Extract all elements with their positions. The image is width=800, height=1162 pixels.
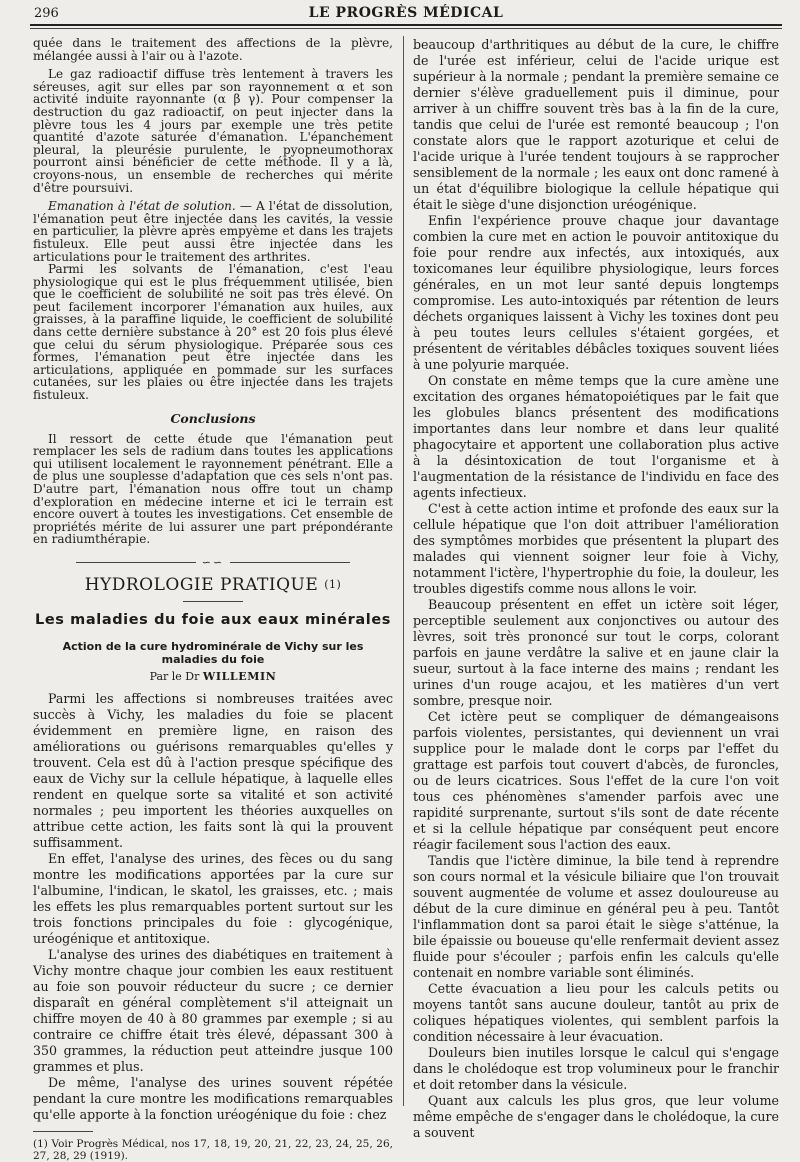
paragraph: Tandis que l'ictère diminue, la bile tend à reprendre son cours normal et la vésicule biliaire que l'on trouvait souvent augmentée de volume et assez douloureuse au début de la cure diminue en général peu à peu. Tantôt l'inflammation dont sa paroi était le siège s'atténue, la bile épaissie ou boueuse qu'elle renfermait devient assez fluide pour s'écouler ; parfois enfin les calculs qu'elle contenait en nombre variable sont éliminés. (413, 853, 779, 980)
paragraph: Beaucoup présentent en effet un ictère soit léger, perceptible seulement aux conjonctives ou autour des lèvres, soit très prononcé sur tout le corps, colorant parfois en jaune verdâtre la salive et en jaune clair la sueur, surtout à la face interne des mains ; rendant les urines d'un rouge acajou, et les matières d'un vert sombre, presque noir. (413, 597, 779, 708)
conclusions-heading: Conclusions (170, 410, 256, 426)
paragraph: Cet ictère peut se compliquer de démangeaisons parfois violentes, persistantes, qui deviennent un vrai supplice pour le malade dont le corps par l'effet du grattage est parfois tout couvert d'abcès, de furoncles, ou de leurs cicatrices. Sous l'effet de la cure l'on voit tous ces phénomènes s'amender parfois avec une rapidité surprenante, surtout s'ils sont de date récente et si la cellule hépatique par conséquent peut encore réagir facilement sous l'action des eaux. (413, 709, 779, 852)
paragraph: Il ressort de cette étude que l'émanation peut remplacer les sels de radium dans toutes les applications qui utilisent localement le rayonnement pénétrant. Elle a de plus une souplesse d'adaptation que ces sels n'ont pas. D'autre part, l'émanation nous offre tout un champ d'exploration en médecine interne et ici le terrain est encore ouvert à toutes les investigations. Cet ensemble de propriétés mérite de lui assurer une part prépondérante en radiumthérapie. (33, 431, 393, 547)
paragraph: L'analyse des urines des diabétiques en traitement à Vichy montre chaque jour combien les eaux restituent au foie son pouvoir réducteur du sucre ; ce dernier disparaît en général complètement s'il atteignait un chiffre moyen de 40 à 80 grammes par exemple ; si au contraire ce chiffre était très élevé, dépassant 300 à 350 grammes, la réduction peut atteindre jusque 100 grammes et plus. (33, 946, 393, 1074)
byline-prefix: Par le Dr (149, 669, 200, 683)
short-rule (183, 601, 243, 602)
footnote-ref: (1) (324, 577, 342, 591)
paragraph-lead: Emanation à l'état de solution. (48, 199, 236, 214)
paragraph: Parmi les solvants de l'émanation, c'est l'eau physiologique qui est le plus fréquemment utilisée, bien que le coefficient de solubilité ne soit pas très élevé. On peut facilement incorporer l'émanation aux huiles, aux graisses, à la paraffine liquide, le coefficient de solubilité dans cette dernière substance à 20° est 20 fois plus élevé que celui du sérum physiologique. Préparée sous ces formes, l'émanation peut être injectée dans les articulations, appliquée en pommade sur les surfaces cutanées, sur les plaies ou être injectée dans les trajets fistuleux. (33, 262, 393, 403)
section-title (33, 575, 393, 595)
paragraph: Le gaz radioactif diffuse très lentement à travers les séreuses, agit sur elles par son rayonnement α et son activité induite rayonnante (α β γ). Pour compenser la destruction du gaz radioactif, on peut injecter dans la plèvre tous les 4 jours par exemple une très petite quantité d'azote saturée d'émanation. L'épanchement pleural, la pleurésie purulente, le pyopneumothorax pourront ainsi bénéficier de cette méthode. Il y a là, croyons-nous, un ensemble de recherches qui mérite d'être poursuivi. (33, 67, 393, 195)
footnote: (1) Voir Progrès Médical, nos 17, 18, 19, 20, 21, 22, 23, 24, 25, 26, 27, 28, 29 (1919). (33, 1137, 393, 1162)
article-subtitle: Action de la cure hydrominérale de Vichy sur les maladies du foie (62, 639, 364, 666)
paragraph: Cette évacuation a lieu pour les calculs petits ou moyens tantôt sans aucune douleur, tantôt au prix de coliques hépatiques violentes, qui semblent parfois la condition nécessaire à leur évacuation. (413, 981, 779, 1044)
footnote-rule (33, 1131, 93, 1132)
article-title: Les maladies du foie aux eaux minérales (35, 611, 391, 628)
column-divider (403, 36, 404, 1106)
author-name: WILLEMIN (202, 669, 277, 683)
paragraph-text: — A l'état de dissolution, l'émanation peut être injectée dans les cavités, la vessie en particulier, la plèvre après empyème et dans les trajets fistuleux. Elle peut aussi être injectée dans les articulations pour le traitement des arthrites. (33, 199, 393, 264)
paragraph: On constate en même temps que la cure amène une excitation des organes hématopoiétiques par le fait que les globules blancs présentent des modifications importantes dans leur nombre et dans leur qualité phagocytaire et apportent une collaboration plus active à la désintoxication de tout l'organisme et à l'augmentation de la résistance de l'individu en face des agents infectieux. (413, 373, 779, 500)
paragraph: C'est à cette action intime et profonde des eaux sur la cellule hépatique que l'on doit attribuer l'amélioration des symptômes morbides que présentent la plupart des malades qui viennent soigner leur foie à Vichy, notamment l'ictère, l'hypertrophie du foie, la douleur, les troubles digestifs comme nous allons le voir. (413, 501, 779, 596)
byline (33, 670, 393, 683)
paragraph: En effet, l'analyse des urines, des fèces ou du sang montre les modifications apportées par la cure sur l'albumine, l'indican, le skatol, les graisses, etc. ; mais les effets les plus remarquables portent surtout sur les trois fonctions principales du foie : glycogénique, uréogénique et antitoxique. (33, 850, 393, 946)
paragraph: Quant aux calculs les plus gros, que leur volume même empêche de s'engager dans le cholédoque, la cure a souvent (413, 1093, 779, 1140)
paragraph: quée dans le traitement des affections de la plèvre, mélangée aussi à l'air ou à l'azote. (33, 36, 393, 63)
running-header (30, 4, 782, 22)
paragraph: Douleurs bien inutiles lorsque le calcul qui s'engage dans le cholédoque est trop volumineux pour le franchir et doit retomber dans la vésicule. (413, 1045, 779, 1092)
header-rule-thin (30, 28, 782, 29)
paragraph: De même, l'analyse des urines souvent répétée pendant la cure montre les modifications remarquables qu'elle apporte à la fonction uréogénique du foie : chez (33, 1074, 393, 1122)
right-column (413, 37, 779, 1141)
paragraph: Parmi les affections si nombreuses traitées avec succès à Vichy, les maladies du foie se placent évidemment en première ligne, en raison des améliorations ou guérisons remarquables qu'elles y trouvent. Cela est dû à l'action presque spécifique des eaux de Vichy sur la cellule hépatique, à laquelle elles rendent en quelque sorte sa vitalité et son activité normales ; peu importent les théories auxquelles on attribue cette action, les faits sont là qui la prouvent suffisamment. (33, 690, 393, 850)
section-divider: ∽∽ (33, 556, 393, 569)
section-title-text: HYDROLOGIE PRATIQUE (84, 574, 319, 595)
paragraph (33, 200, 393, 263)
paragraph: beaucoup d'arthritiques au début de la cure, le chiffre de l'urée est inférieur, celui de l'acide urique est supérieur à la normale ; pendant la première semaine ce dernier s'élève graduellement puis il diminue, pour arriver à un chiffre souvent très bas à la fin de la cure, tandis que celui de l'urée est remonté beaucoup ; l'on constate alors que le rapport azoturique et celui de l'acide urique à l'urée tendent toujours à se rapprocher sensiblement de la normale ; les eaux ont donc ramené à un état d'équilibre biologique la cellule hépatique qui était le siège d'une disjonction uréogénique. (413, 37, 779, 212)
paragraph: Enfin l'expérience prouve chaque jour davantage combien la cure met en action le pouvoir antitoxique du foie pour rendre aux infectés, aux intoxiqués, aux toxicomanes leur équilibre physiologique, leurs forces générales, en un mot leur santé depuis longtemps compromise. Les auto-intoxiqués par rétention de leurs déchets organiques laissent à Vichy les toxines dont peu à peu toutes leurs cellules s'étaient gorgées, et présentent de véritables débâcles toxiques souvent liées à une polyurie marquée. (413, 213, 779, 372)
running-title: LE PROGRÈS MÉDICAL (308, 5, 504, 21)
left-column (33, 37, 393, 1162)
page-number: 296 (34, 6, 59, 21)
header-rule (30, 24, 782, 26)
